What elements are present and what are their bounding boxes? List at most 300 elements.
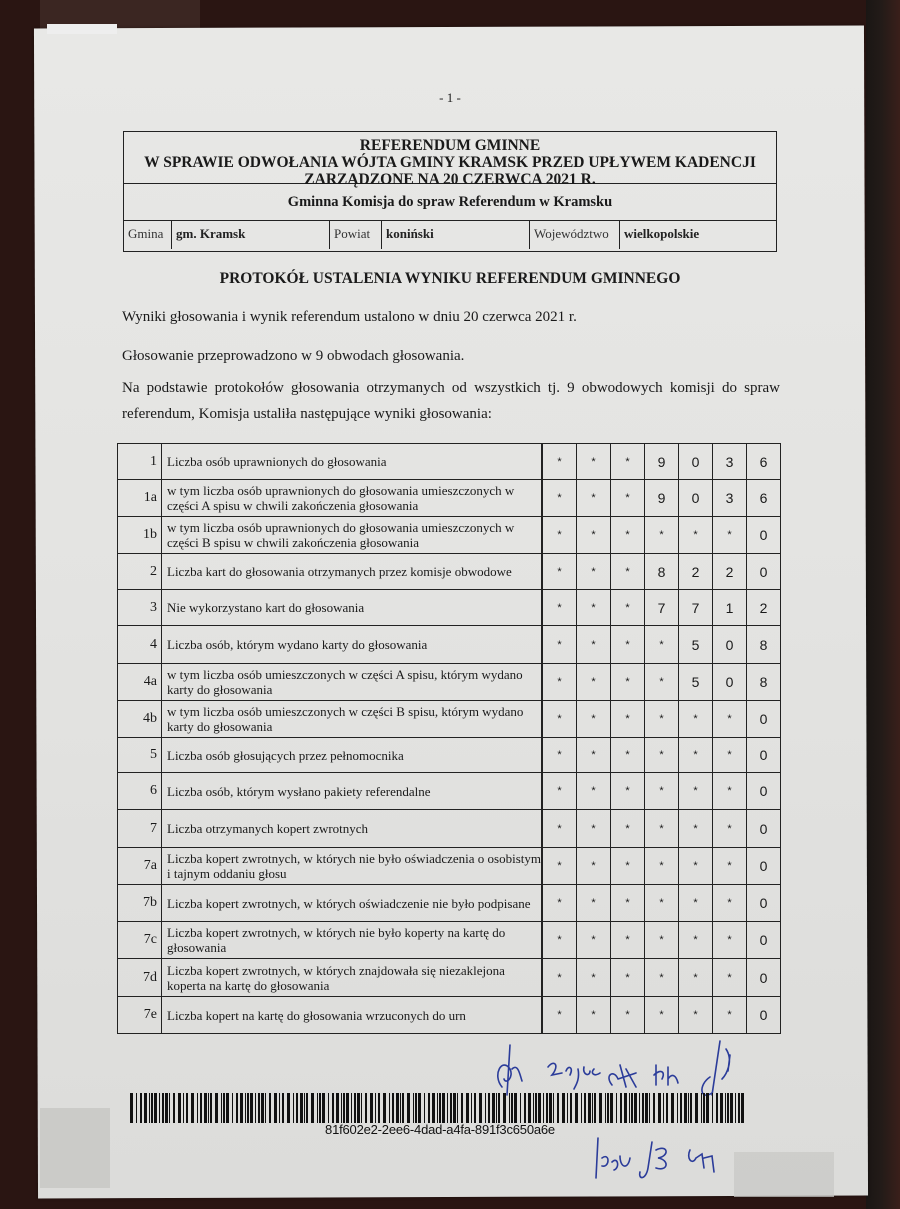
barcode-bar	[282, 1093, 284, 1123]
barcode-bar	[511, 1093, 513, 1123]
digit-cell: *	[611, 997, 645, 1034]
barcode-bar	[389, 1093, 390, 1123]
digit-cell: *	[611, 444, 645, 480]
barcode-bar	[173, 1093, 175, 1123]
barcode-bar	[415, 1093, 417, 1123]
barcode-bar	[183, 1093, 184, 1123]
barcode-bar	[592, 1093, 593, 1123]
digit-cell: *	[645, 922, 679, 959]
barcode-bar	[255, 1093, 256, 1123]
row-number: 7b	[118, 885, 162, 922]
barcode-bar	[341, 1093, 342, 1123]
digit-cell: 8	[645, 554, 679, 590]
digit-cell: *	[611, 626, 645, 664]
barcode-bar	[533, 1093, 534, 1123]
digit-cell: *	[713, 517, 747, 554]
digit-cell: *	[611, 810, 645, 848]
digit-cell: *	[645, 773, 679, 810]
barcode-bar	[149, 1093, 150, 1123]
barcode-bar	[317, 1093, 318, 1123]
signature-1	[498, 1045, 522, 1095]
barcode-bar	[610, 1093, 613, 1123]
digit-cell: 8	[747, 626, 781, 664]
barcode-bar	[197, 1093, 198, 1123]
digit-cell: *	[611, 959, 645, 997]
digit-cell: *	[679, 885, 713, 922]
digit-cell: *	[543, 997, 577, 1034]
protocol-title: PROTOKÓŁ USTALENIA WYNIKU REFERENDUM GMINNEGO	[219, 270, 681, 287]
barcode-bar	[311, 1093, 314, 1123]
digit-cell: *	[679, 810, 713, 848]
gmina-value: gm. Kramsk	[172, 221, 330, 249]
barcode-bar	[351, 1093, 352, 1123]
barcode-bar	[538, 1093, 541, 1123]
digit-cell: *	[645, 517, 679, 554]
barcode-bar	[287, 1093, 290, 1123]
digit-cell: *	[577, 664, 611, 701]
barcode-bar	[629, 1093, 630, 1123]
digit-cell: 0	[747, 517, 781, 554]
barcode-bar	[274, 1093, 277, 1123]
barcode-bar	[223, 1093, 225, 1123]
digit-cell: 2	[679, 554, 713, 590]
barcode-bar	[684, 1093, 687, 1123]
barcode-bar	[496, 1093, 497, 1123]
barcode-bar	[159, 1093, 160, 1123]
barcode-bar	[140, 1093, 142, 1123]
barcode-bar	[261, 1093, 264, 1123]
tape-strip	[47, 24, 117, 34]
barcode-bar	[319, 1093, 321, 1123]
barcode-bar	[162, 1093, 164, 1123]
digit-cell: *	[577, 517, 611, 554]
table-row	[118, 810, 781, 848]
table-row	[118, 701, 781, 738]
row-label: Liczba kart do głosowania otrzymanych przez komisje obwodowe	[162, 554, 542, 590]
barcode-bar	[671, 1093, 674, 1123]
signature-4	[654, 1065, 678, 1085]
barcode-bar	[562, 1093, 565, 1123]
digit-cell: *	[611, 517, 645, 554]
barcode-bar	[279, 1093, 280, 1123]
digit-cell: 3	[713, 444, 747, 480]
digit-cell: 1	[713, 590, 747, 626]
digit-cell: *	[679, 701, 713, 738]
barcode-bar	[236, 1093, 238, 1123]
signature-8	[689, 1150, 714, 1172]
barcode-bar	[396, 1093, 399, 1123]
barcode-bar	[165, 1093, 168, 1123]
table-row	[118, 554, 781, 590]
barcode-bar	[584, 1093, 586, 1123]
barcode-bar	[322, 1093, 325, 1123]
title-line-1: REFERENDUM GMINNE	[359, 137, 541, 154]
digit-cell: *	[577, 590, 611, 626]
barcode-bar	[136, 1093, 137, 1123]
digit-cell: *	[679, 997, 713, 1034]
digit-cell: *	[577, 848, 611, 885]
barcode-bar	[154, 1093, 157, 1123]
digit-cell: *	[543, 959, 577, 997]
barcode-bar	[296, 1093, 298, 1123]
table-row	[118, 738, 781, 773]
table-row	[118, 885, 781, 922]
barcode-bar	[680, 1093, 682, 1123]
digit-cell: 3	[713, 480, 747, 517]
barcode-bar	[712, 1093, 713, 1123]
barcode-bar	[471, 1093, 472, 1123]
digit-cell: *	[679, 738, 713, 773]
barcode-bar	[439, 1093, 441, 1123]
barcode-bar	[605, 1093, 606, 1123]
barcode-bar	[642, 1093, 644, 1123]
backdrop-door-frame	[866, 0, 900, 1209]
digit-cell: *	[543, 773, 577, 810]
barcode-bar	[639, 1093, 640, 1123]
digit-cell: *	[645, 997, 679, 1034]
barcode-bar	[727, 1093, 729, 1123]
barcode-bar	[247, 1093, 249, 1123]
barcode-bar	[479, 1093, 482, 1123]
digit-cell: 0	[679, 480, 713, 517]
signatures-lower	[590, 1128, 750, 1188]
barcode-bar	[620, 1093, 622, 1123]
digit-cell: *	[611, 885, 645, 922]
digit-cell: *	[713, 959, 747, 997]
digit-cell: *	[713, 848, 747, 885]
barcode-bar	[336, 1093, 339, 1123]
barcode-bar	[575, 1093, 578, 1123]
barcode-bar	[653, 1093, 655, 1123]
row-number: 5	[118, 738, 162, 773]
barcode-bar	[557, 1093, 559, 1123]
digit-cell: *	[611, 554, 645, 590]
digit-cell: *	[543, 664, 577, 701]
barcode-bar	[306, 1093, 308, 1123]
digit-cell: *	[713, 922, 747, 959]
row-label: Liczba kopert zwrotnych, w których znajdowała się niezaklejona koperta na kartę do głosowania	[162, 959, 542, 997]
barcode-bar	[186, 1093, 188, 1123]
digit-cell: 6	[747, 480, 781, 517]
row-number: 7c	[118, 922, 162, 959]
signature-3	[609, 1065, 636, 1087]
table-row	[118, 922, 781, 959]
digit-cell: *	[713, 701, 747, 738]
digit-cell: *	[543, 701, 577, 738]
row-number: 2	[118, 554, 162, 590]
digit-cell: 0	[713, 664, 747, 701]
barcode-bar	[549, 1093, 552, 1123]
barcode-bar	[581, 1093, 582, 1123]
digit-cell: *	[645, 626, 679, 664]
barcode-bar	[432, 1093, 435, 1123]
barcode-bar	[392, 1093, 394, 1123]
row-label: w tym liczba osób uprawnionych do głosowania umieszczonych w części B spisu w chwili zakończenia głosowania	[162, 517, 542, 554]
signature-7	[640, 1142, 666, 1178]
row-label: w tym liczba osób umieszczonych w części A spisu, którym wydano karty do głosowania	[162, 664, 542, 701]
digit-cell: *	[645, 848, 679, 885]
page-number: - 1 -	[439, 90, 461, 105]
digit-cell: *	[611, 590, 645, 626]
digit-cell: *	[679, 517, 713, 554]
digit-cell: *	[543, 444, 577, 480]
digit-cell: *	[577, 626, 611, 664]
digit-cell: *	[577, 922, 611, 959]
barcode-bar	[594, 1093, 596, 1123]
barcode-bar	[730, 1093, 733, 1123]
digit-cell: *	[577, 959, 611, 997]
digit-cell: *	[611, 738, 645, 773]
signature-6	[596, 1138, 630, 1178]
barcode-bar	[413, 1093, 414, 1123]
row-number: 1	[118, 444, 162, 480]
row-number: 4a	[118, 664, 162, 701]
barcode-bar	[447, 1093, 448, 1123]
barcode-bar	[232, 1093, 233, 1123]
digit-cell: 0	[679, 444, 713, 480]
barcode-bar	[361, 1093, 362, 1123]
digit-cell: *	[713, 738, 747, 773]
digit-cell: 0	[747, 997, 781, 1034]
barcode-bar	[424, 1093, 425, 1123]
digit-cell: *	[611, 480, 645, 517]
digit-cell: *	[543, 626, 577, 664]
row-label: Liczba osób głosujących przez pełnomocnika	[162, 738, 542, 773]
digit-cell: 9	[645, 444, 679, 480]
digit-cell: 2	[713, 554, 747, 590]
barcode-bar	[370, 1093, 373, 1123]
table-row	[118, 517, 781, 554]
barcode-bar	[567, 1093, 568, 1123]
barcode-bar	[616, 1093, 617, 1123]
row-label: Nie wykorzystano kart do głosowania	[162, 590, 542, 626]
barcode-bar	[365, 1093, 367, 1123]
digit-cell: *	[543, 738, 577, 773]
digit-cell: *	[577, 810, 611, 848]
barcode-bar	[649, 1093, 650, 1123]
barcode-bar	[498, 1093, 500, 1123]
digit-cell: *	[713, 773, 747, 810]
digit-cell: *	[543, 810, 577, 848]
table-row	[118, 664, 781, 701]
row-number: 7	[118, 810, 162, 848]
row-number: 3	[118, 590, 162, 626]
barcode-bar	[695, 1093, 698, 1123]
barcode-bar	[624, 1093, 627, 1123]
barcode-bar	[706, 1093, 709, 1123]
row-number: 7e	[118, 997, 162, 1034]
tape-patch	[734, 1152, 834, 1197]
barcode-bar	[269, 1093, 271, 1123]
digit-cell: *	[543, 554, 577, 590]
digit-cell: 0	[747, 848, 781, 885]
barcode-bar	[725, 1093, 726, 1123]
table-row	[118, 590, 781, 626]
digit-cell: 0	[747, 554, 781, 590]
barcode-bar	[375, 1093, 376, 1123]
barcode-bar	[741, 1093, 744, 1123]
digit-cell: *	[577, 701, 611, 738]
results-table	[117, 443, 781, 1034]
barcode-bar	[304, 1093, 305, 1123]
referendum-header-box	[123, 131, 777, 252]
location-row	[124, 221, 776, 249]
digit-cell: *	[679, 848, 713, 885]
barcode-bar	[169, 1093, 170, 1123]
barcode-bar	[407, 1093, 410, 1123]
row-label: Liczba kopert na kartę do głosowania wrzuconych do urn	[162, 997, 542, 1034]
barcode-bar	[215, 1093, 218, 1123]
paragraph-basis: Na podstawie protokołów głosowania otrzymanych od wszystkich tj. 9 obwodowych komisji do spraw referendum, Komisja ustaliła następujące wyniki głosowania:	[122, 380, 780, 422]
paragraph-date: Wyniki głosowania i wynik referendum ustalono w dniu 20 czerwca 2021 r.	[122, 309, 577, 325]
barcode-bar	[492, 1093, 495, 1123]
title-line-3: ZARZĄDZONE NA 20 CZERWCA 2021 R.	[304, 171, 596, 188]
barcode-bar	[666, 1093, 668, 1123]
commission-name: Gminna Komisja do spraw Referendum w Kramsku	[124, 184, 776, 221]
table-row	[118, 848, 781, 885]
digit-cell: 0	[747, 738, 781, 773]
barcode-bar	[354, 1093, 356, 1123]
digit-cell: *	[713, 885, 747, 922]
barcode-bar	[546, 1093, 548, 1123]
digit-cell: *	[645, 959, 679, 997]
digit-cell: *	[543, 517, 577, 554]
row-label: Liczba otrzymanych kopert zwrotnych	[162, 810, 542, 848]
barcode-bar	[720, 1093, 723, 1123]
digit-cell: 7	[645, 590, 679, 626]
digit-cell: *	[645, 664, 679, 701]
digit-cell: *	[611, 922, 645, 959]
digit-cell: 9	[645, 480, 679, 517]
row-label: Liczba kopert zwrotnych, w których nie było koperty na kartę do głosowania	[162, 922, 542, 959]
row-label: w tym liczba osób uprawnionych do głosowania umieszczonych w części A spisu w chwili zakończenia głosowania	[162, 480, 542, 517]
barcode-bar	[570, 1093, 572, 1123]
barcode-bar	[485, 1093, 486, 1123]
barcode-bar	[428, 1093, 430, 1123]
barcode-bar	[250, 1093, 253, 1123]
digit-cell: *	[611, 773, 645, 810]
digit-cell: *	[543, 922, 577, 959]
barcode-bar	[300, 1093, 303, 1123]
digit-cell: *	[543, 480, 577, 517]
barcode-bar	[346, 1093, 349, 1123]
barcode-bar	[524, 1093, 526, 1123]
barcode-bar	[457, 1093, 458, 1123]
barcode-bar	[240, 1093, 243, 1123]
barcode-bar	[226, 1093, 229, 1123]
barcode-bar	[735, 1093, 736, 1123]
digit-cell: *	[679, 959, 713, 997]
row-number: 1a	[118, 480, 162, 517]
digit-cell: *	[577, 738, 611, 773]
table-row	[118, 959, 781, 997]
row-label: w tym liczba osób umieszczonych w części B spisu, którym wydano karty do głosowania	[162, 701, 542, 738]
digit-cell: *	[611, 664, 645, 701]
barcode-bar	[688, 1093, 689, 1123]
row-label: Liczba osób, którym wysłano pakiety referendalne	[162, 773, 542, 810]
signature-2	[548, 1063, 600, 1089]
table-row	[118, 626, 781, 664]
barcode-bar	[553, 1093, 554, 1123]
barcode-bar	[400, 1093, 401, 1123]
barcode-bar	[442, 1093, 445, 1123]
barcode-bar	[535, 1093, 537, 1123]
digit-cell: 0	[747, 773, 781, 810]
barcode-bar	[588, 1093, 591, 1123]
barcode-bar	[658, 1093, 661, 1123]
wojewodztwo-value: wielkopolskie	[624, 226, 700, 241]
digit-cell: 2	[747, 590, 781, 626]
barcode-bar	[466, 1093, 469, 1123]
digit-cell: *	[645, 885, 679, 922]
barcode-bar	[343, 1093, 345, 1123]
table-row	[118, 444, 781, 480]
barcode-bar	[543, 1093, 544, 1123]
signature-5	[702, 1041, 730, 1095]
referendum-title	[124, 132, 776, 188]
barcode-bar	[378, 1093, 380, 1123]
digit-cell: 0	[713, 626, 747, 664]
digit-cell: 0	[747, 959, 781, 997]
digit-cell: *	[543, 885, 577, 922]
barcode-bar	[151, 1093, 153, 1123]
digit-cell: *	[543, 848, 577, 885]
barcode-bar	[461, 1093, 463, 1123]
row-number: 4	[118, 626, 162, 664]
wojewodztwo-label: Województwo	[530, 221, 620, 249]
barcode-bar	[200, 1093, 202, 1123]
barcode-bar	[450, 1093, 452, 1123]
digit-cell: 0	[747, 701, 781, 738]
barcode-bar	[208, 1093, 209, 1123]
barcode-bar	[690, 1093, 692, 1123]
barcode-bar	[703, 1093, 705, 1123]
barcode-bar	[634, 1093, 637, 1123]
digit-cell: 5	[679, 626, 713, 664]
digit-cell: 5	[679, 664, 713, 701]
powiat-value: koniński	[382, 221, 530, 249]
tape-patch	[40, 1108, 110, 1188]
row-number: 4b	[118, 701, 162, 738]
table-row	[118, 773, 781, 810]
digit-cell: *	[679, 922, 713, 959]
barcode-bar	[599, 1093, 602, 1123]
barcode-bar	[191, 1093, 194, 1123]
digit-cell: 7	[679, 590, 713, 626]
row-label: Liczba kopert zwrotnych, w których nie było oświadczenia o osobistym i tajnym oddaniu głosu	[162, 848, 542, 885]
digit-cell: *	[577, 773, 611, 810]
barcode-bar	[520, 1093, 521, 1123]
barcode-bar	[418, 1093, 421, 1123]
digit-cell: *	[645, 738, 679, 773]
barcode-bar	[328, 1093, 329, 1123]
barcode-bar	[437, 1093, 438, 1123]
digit-cell: *	[577, 554, 611, 590]
barcode-bar	[293, 1093, 294, 1123]
barcode-bar	[514, 1093, 517, 1123]
digit-cell: 0	[747, 885, 781, 922]
barcode-bar	[488, 1093, 490, 1123]
barcode-id: 81f602e2-2ee6-4dad-a4fa-891f3c650a6e	[325, 1122, 555, 1137]
barcode-bar	[528, 1093, 531, 1123]
barcode-bar	[509, 1093, 510, 1123]
row-number: 6	[118, 773, 162, 810]
gmina-label: Gmina	[124, 221, 172, 249]
barcode-bar	[738, 1093, 740, 1123]
title-line-2: W SPRAWIE ODWOŁANIA WÓJTA GMINY KRAMSK PRZED UPŁYWEM KADENCJI	[144, 154, 756, 171]
row-label: Liczba osób uprawnionych do głosowania	[162, 444, 542, 480]
digit-cell: *	[577, 480, 611, 517]
